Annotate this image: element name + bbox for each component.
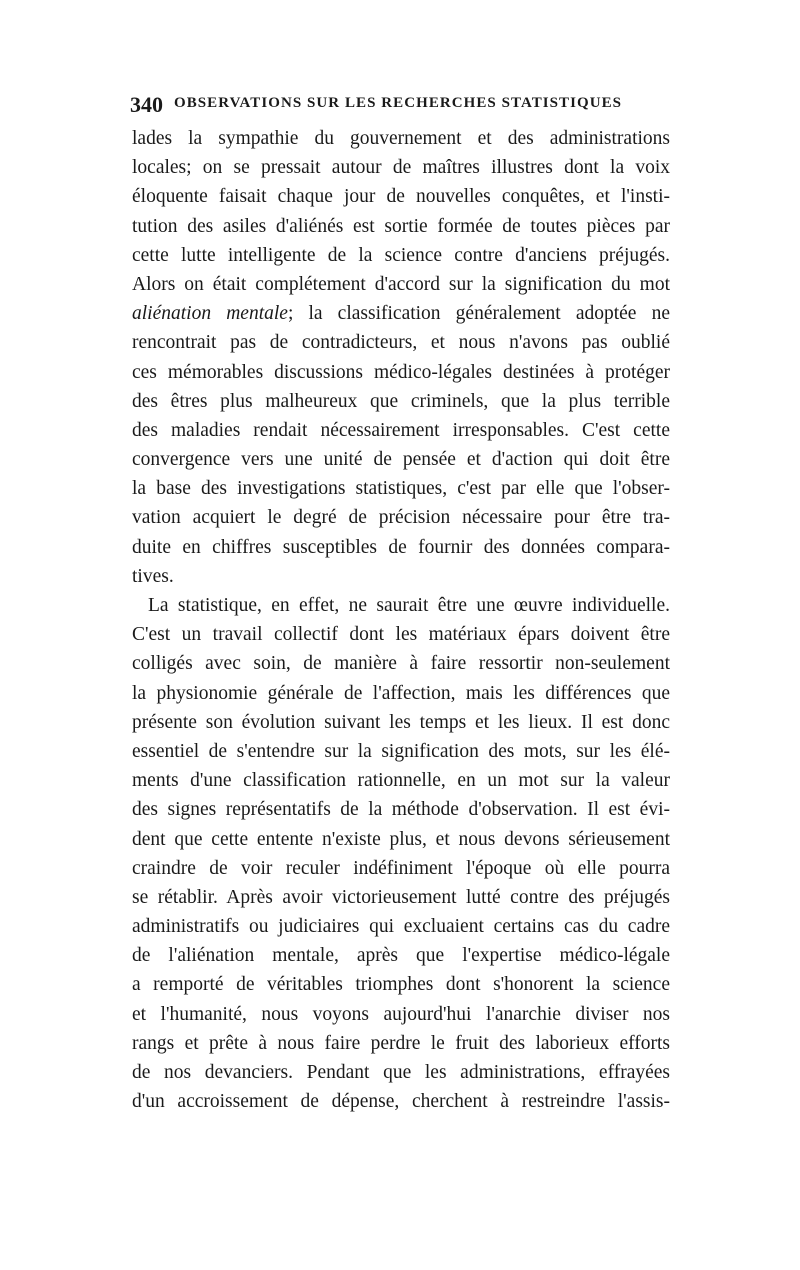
text-line: d'un accroissement de dépense, cherchent à restreindre l'assis- bbox=[132, 1091, 670, 1113]
text-line: locales; on se pressait autour de maîtres illustres dont la voix bbox=[132, 157, 670, 179]
text-line: C'est un travail collectif dont les matériaux épars doivent être bbox=[132, 624, 670, 646]
text-line: tives. bbox=[132, 565, 174, 587]
text-line: aliénation mentale; la classification généralement adoptée ne bbox=[132, 303, 670, 325]
text-line: duite en chiffres susceptibles de fournir des données compara- bbox=[132, 536, 670, 558]
text-line: administratifs ou judiciaires qui excluaient certains cas du cadre bbox=[132, 916, 670, 938]
text-line: tution des asiles d'aliénés est sortie formée de toutes pièces par bbox=[132, 215, 670, 237]
text-line: des maladies rendait nécessairement irresponsables. C'est cette bbox=[132, 419, 670, 441]
text-line: convergence vers une unité de pensée et d'action qui doit être bbox=[132, 449, 670, 471]
text-line: dent que cette entente n'existe plus, et nous devons sérieusement bbox=[132, 828, 670, 850]
text-line: présente son évolution suivant les temps et les lieux. Il est donc bbox=[132, 711, 670, 733]
text-line: la physionomie générale de l'affection, mais les différences que bbox=[132, 682, 670, 704]
text-line: des signes représentatifs de la méthode d'observation. Il est évi- bbox=[132, 799, 670, 821]
body-text bbox=[132, 124, 670, 1116]
text-line: et l'humanité, nous voyons aujourd'hui l'anarchie diviser nos bbox=[132, 1003, 670, 1025]
text-line: La statistique, en effet, ne saurait être une œuvre individuelle. bbox=[148, 595, 670, 616]
text-line: colligés avec soin, de manière à faire ressortir non-seulement bbox=[132, 653, 670, 675]
text-line: rangs et prête à nous faire perdre le fruit des laborieux efforts bbox=[132, 1032, 670, 1054]
italic-term: aliénation mentale bbox=[132, 303, 288, 325]
text-line: craindre de voir reculer indéfiniment l'époque où elle pourra bbox=[132, 857, 670, 879]
text-line: essentiel de s'entendre sur la signification des mots, sur les élé- bbox=[132, 740, 670, 762]
text-line: lades la sympathie du gouvernement et des administrations bbox=[132, 128, 670, 149]
text-line: Alors on était complétement d'accord sur la signification du mot bbox=[132, 273, 670, 295]
text-line: rencontrait pas de contradicteurs, et nous n'avons pas oublié bbox=[132, 332, 670, 354]
text-line: se rétablir. Après avoir victorieusement lutté contre des préjugés bbox=[132, 886, 670, 908]
text-line: cette lutte intelligente de la science contre d'anciens préjugés. bbox=[132, 244, 670, 266]
text-line: de nos devanciers. Pendant que les administrations, effrayées bbox=[132, 1062, 670, 1083]
text-line: éloquente faisait chaque jour de nouvelles conquêtes, et l'insti- bbox=[132, 186, 670, 208]
page-number: 340 bbox=[130, 92, 163, 117]
text-line: ments d'une classification rationnelle, en un mot sur la valeur bbox=[132, 770, 670, 792]
running-title: OBSERVATIONS SUR LES RECHERCHES STATISTIQUES bbox=[174, 95, 623, 111]
text-line: vation acquiert le degré de précision nécessaire pour être tra- bbox=[132, 507, 670, 529]
text-line: des êtres plus malheureux que criminels, que la plus terrible bbox=[132, 390, 670, 412]
text-line: ces mémorables discussions médico-légales destinées à protéger bbox=[132, 361, 670, 383]
text-line: la base des investigations statistiques, c'est par elle que l'obser- bbox=[132, 478, 670, 500]
text-line: a remporté de véritables triomphes dont s'honorent la science bbox=[132, 974, 670, 996]
running-head bbox=[130, 92, 670, 120]
text-line: de l'aliénation mentale, après que l'expertise médico-légale bbox=[132, 945, 670, 967]
